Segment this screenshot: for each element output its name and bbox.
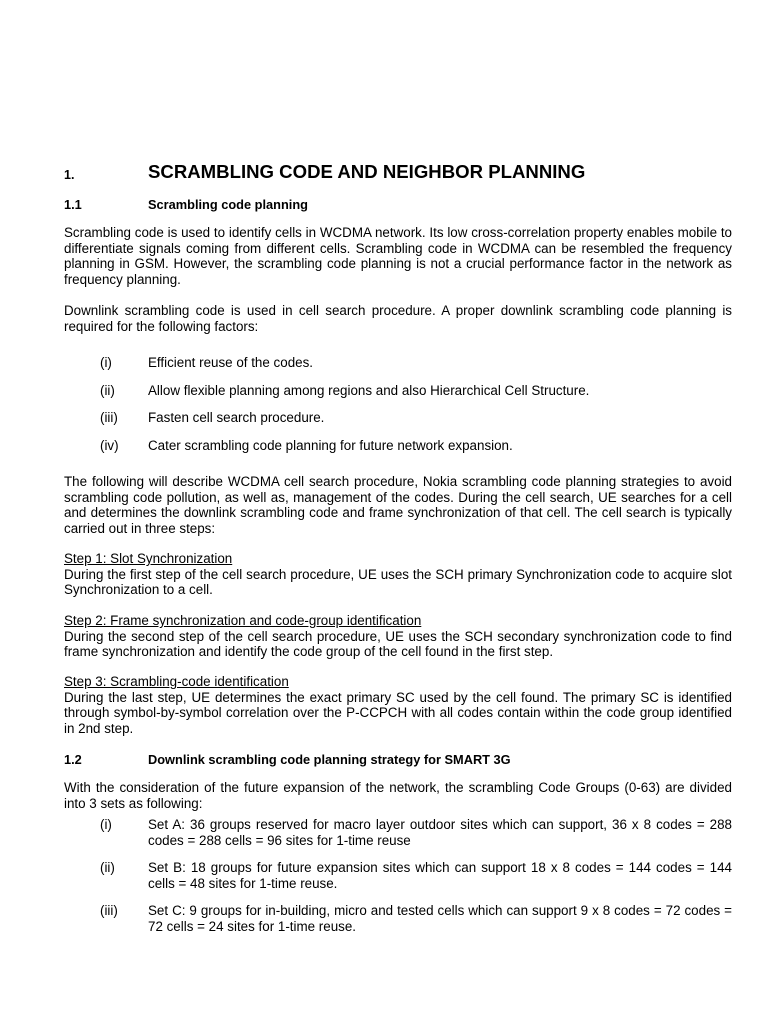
step-title: Step 1: Slot Synchronization	[64, 551, 233, 566]
step-body: During the second step of the cell search procedure, UE uses the SCH secondary synchronization code to find frame synchronization and identify the code group of the cell found in the first step.	[64, 628, 732, 659]
paragraph-code-groups: With the consideration of the future expansion of the network, the scrambling Code Groups (0-63) are divided into 3 sets as following:	[64, 780, 732, 811]
list-item-text: Efficient reuse of the codes.	[148, 355, 314, 370]
step-title: Step 2: Frame synchronization and code-group identification	[64, 613, 422, 628]
subsection-title: Downlink scrambling code planning strategy for SMART 3G	[148, 752, 511, 767]
paragraph-downlink-intro: Downlink scrambling code is used in cell search procedure. A proper downlink scrambling code planning is required for the following factors:	[64, 303, 732, 334]
list-item-number: (iii)	[100, 410, 118, 425]
section-title: SCRAMBLING CODE AND NEIGHBOR PLANNING	[148, 161, 586, 182]
subsection-number: 1.2	[64, 752, 82, 767]
list-item-text: Allow flexible planning among regions and also Hierarchical Cell Structure.	[148, 383, 590, 398]
step-block-1	[64, 551, 732, 598]
list-item-number: (i)	[100, 817, 112, 832]
subsection-number: 1.1	[64, 197, 82, 212]
step-title: Step 3: Scrambling-code identification	[64, 674, 289, 689]
paragraph-cell-search: The following will describe WCDMA cell search procedure, Nokia scrambling code planning strategies to avoid scrambling code pollution, as well as, management of the codes. During the cell search, UE searches for a cell and determines the downlink scrambling code and frame synchronization of that cell. The cell search is typically carried out in three steps:	[64, 474, 732, 536]
list-item-number: (ii)	[100, 383, 115, 398]
list-item-text: Fasten cell search procedure.	[148, 410, 325, 425]
step-body: During the last step, UE determines the exact primary SC used by the cell found. The primary SC is identified through symbol-by-symbol correlation over the P-CCPCH with all codes contain within the code group identified in 2nd step.	[64, 689, 732, 736]
list-item-text: Set A: 36 groups reserved for macro layer outdoor sites which can support, 36 x 8 codes = 288 codes = 288 cells = 96 sites for 1-time reuse	[148, 817, 732, 848]
list-item-number: (ii)	[100, 860, 115, 875]
paragraph-scrambling-intro: Scrambling code is used to identify cells in WCDMA network. Its low cross-correlation property enables mobile to differentiate signals coming from different cells. Scrambling code in WCDMA can be resembled the frequency planning in GSM. However, the scrambling code planning is not a crucial performance factor in the network as frequency planning.	[64, 225, 732, 287]
list-item-number: (iv)	[100, 438, 119, 453]
step-block-2	[64, 613, 732, 660]
subsection-title: Scrambling code planning	[148, 197, 308, 212]
section-number: 1.	[64, 168, 75, 182]
list-item-text: Cater scrambling code planning for future network expansion.	[148, 438, 513, 453]
list-item-number: (iii)	[100, 903, 118, 918]
list-item-text: Set B: 18 groups for future expansion sites which can support 18 x 8 codes = 144 codes = 144 cells = 48 sites for 1-time reuse.	[148, 860, 732, 891]
list-item-number: (i)	[100, 355, 112, 370]
step-body: During the first step of the cell search procedure, UE uses the SCH primary Synchronization code to acquire slot Synchronization to a cell.	[64, 566, 732, 597]
step-block-3	[64, 674, 732, 736]
list-item-text: Set C: 9 groups for in-building, micro and tested cells which can support 9 x 8 codes = 72 codes = 72 cells = 24 sites for 1-time reuse.	[148, 903, 732, 934]
